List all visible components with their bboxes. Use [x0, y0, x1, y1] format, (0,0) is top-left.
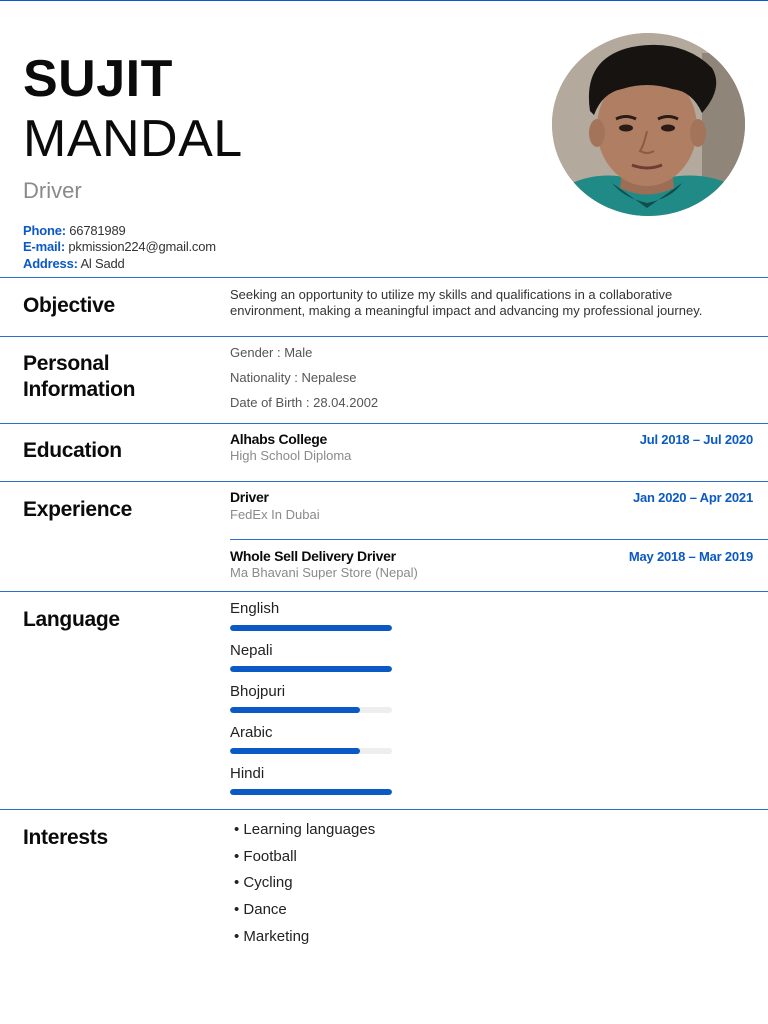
personal-gender: Gender : Male: [230, 345, 313, 360]
phone-label: Phone:: [23, 223, 66, 238]
objective-text: Seeking an opportunity to utilize my skills and qualifications in a collaborative environment, making a meaningful impact and advancing my professional journey.: [230, 287, 703, 318]
education-degree: High School Diploma: [230, 448, 352, 463]
interest-item: • Football: [234, 848, 297, 865]
job-title: Driver: [23, 178, 82, 203]
personal-dob: Date of Birth : 28.04.2002: [230, 395, 379, 410]
language-bar-fill: [230, 625, 392, 631]
experience-role: Driver: [230, 489, 269, 505]
address-label: Address:: [23, 256, 78, 271]
language-name-bhojpuri: Bhojpuri: [230, 683, 286, 700]
language-bar-hindi: [230, 789, 392, 795]
interest-item: • Cycling: [234, 874, 293, 891]
interest-item: • Marketing: [234, 928, 310, 945]
language-bar-english: [230, 625, 392, 631]
divider: [0, 481, 768, 482]
language-bar-fill: [230, 748, 360, 754]
section-title-interests: Interests: [23, 826, 108, 849]
last-name: MANDAL: [23, 110, 243, 168]
contact-phone: [23, 223, 126, 238]
experience-company: Ma Bhavani Super Store (Nepal): [230, 565, 418, 580]
section-title-objective: Objective: [23, 294, 115, 317]
contact-email: [23, 239, 216, 254]
language-name-english: English: [230, 600, 280, 617]
language-bar-bhojpuri: [230, 707, 392, 713]
divider: [0, 336, 768, 337]
experience-company: FedEx In Dubai: [230, 507, 320, 522]
language-bar-arabic: [230, 748, 392, 754]
experience-dates: Jan 2020 – Apr 2021: [632, 490, 753, 505]
language-bar-fill: [230, 666, 392, 672]
language-bar-nepali: [230, 666, 392, 672]
personal-nationality: Nationality : Nepalese: [230, 370, 357, 385]
contact-address: [23, 256, 125, 271]
first-name: SUJIT: [23, 50, 173, 108]
experience-dates: May 2018 – Mar 2019: [628, 549, 753, 564]
resume-header: [0, 0, 768, 277]
experience-role: Whole Sell Delivery Driver: [230, 548, 396, 564]
divider: [0, 591, 768, 592]
phone-value: 66781989: [69, 223, 126, 238]
section-title-experience: Experience: [23, 498, 133, 521]
email-label: E-mail:: [23, 239, 65, 254]
education-dates: Jul 2018 – Jul 2020: [639, 432, 753, 447]
section-title-personal-line1: Personal: [23, 352, 110, 375]
section-title-language: Language: [23, 608, 120, 631]
language-name-arabic: Arabic: [230, 724, 273, 741]
interest-item: • Learning languages: [234, 821, 376, 838]
profile-photo: [552, 33, 745, 216]
language-name-nepali: Nepali: [230, 642, 273, 659]
language-bar-fill: [230, 789, 392, 795]
divider: [0, 809, 768, 810]
section-title-personal-line2: Information: [23, 378, 136, 401]
profile-photo-image: [552, 33, 745, 216]
sub-divider: [230, 539, 768, 540]
language-bar-fill: [230, 707, 360, 713]
divider: [0, 423, 768, 424]
language-name-hindi: Hindi: [230, 765, 265, 782]
section-title-education: Education: [23, 439, 122, 462]
divider: [0, 277, 768, 278]
interest-item: • Dance: [234, 901, 287, 918]
education-school: Alhabs College: [230, 431, 327, 447]
email-value[interactable]: pkmission224@gmail.com: [68, 239, 216, 254]
address-value: Al Sadd: [80, 256, 125, 271]
